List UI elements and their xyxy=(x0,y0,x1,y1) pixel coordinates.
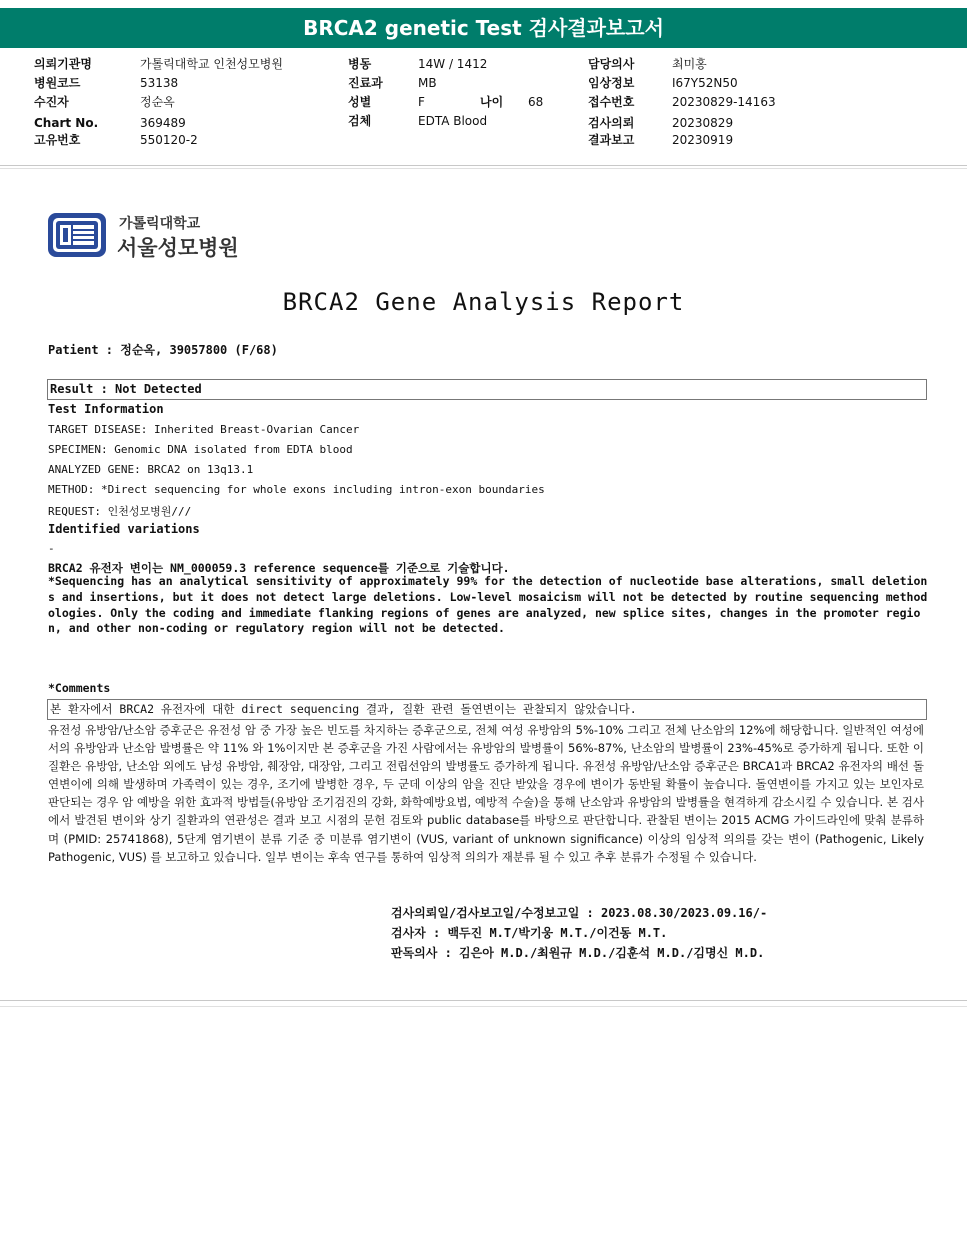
result-text: Result : Not Detected xyxy=(50,382,202,396)
request-date-value: 20230829 xyxy=(672,116,734,130)
patient-line: Patient : 정순옥, 39057800 (F/68) xyxy=(48,343,278,357)
method-line: METHOD: *Direct sequencing for whole exons including intron-exon boundaries xyxy=(48,483,545,496)
hospital-logo-emblem xyxy=(47,212,107,258)
age-label: 나이 xyxy=(480,95,504,109)
report-date-label: 결과보고 xyxy=(588,133,635,147)
patient-name-value: 정순옥 xyxy=(140,95,175,109)
header-divider xyxy=(0,165,967,166)
specimen-label: 검체 xyxy=(348,114,372,128)
identified-variations-value: - xyxy=(48,542,55,555)
physician-label: 담당의사 xyxy=(588,57,635,71)
request-line: REQUEST: 인천성모병원/// xyxy=(48,505,192,518)
comment-summary: 본 환자에서 BRCA2 유전자에 대한 direct sequencing 결과, 질환 관련 돌연변이는 관찰되지 않았습니다. xyxy=(50,702,637,716)
specimen-value: EDTA Blood xyxy=(418,114,488,128)
header-divider-shadow xyxy=(0,168,967,169)
hospital-code-label: 병원코드 xyxy=(34,76,81,90)
sex-value: F xyxy=(418,95,425,109)
reading-doctors: 판독의사 : 김은아 M.D./최원규 M.D./김훈석 M.D./김명신 M.D. xyxy=(391,946,765,960)
department-value: MB xyxy=(418,76,437,90)
department-label: 진료과 xyxy=(348,76,383,90)
target-disease: TARGET DISEASE: Inherited Breast-Ovarian Cancer xyxy=(48,423,360,436)
unique-id-value: 550120-2 xyxy=(140,133,198,147)
request-date-label: 검사의뢰 xyxy=(588,116,635,130)
hospital-code-value: 53138 xyxy=(140,76,179,90)
chart-no-label: Chart No. xyxy=(34,116,99,130)
logo-university-name: 가톨릭대학교 xyxy=(119,216,201,232)
analyzed-gene: ANALYZED GENE: BRCA2 on 13q13.1 xyxy=(48,463,254,476)
institution-label: 의뢰기관명 xyxy=(34,57,92,71)
report-date-value: 20230919 xyxy=(672,133,734,147)
reference-note: BRCA2 유전자 변이는 NM_000059.3 reference sequence를 기준으로 기술합니다. xyxy=(48,561,510,575)
footer-divider-shadow xyxy=(0,1006,967,1007)
report-header-title: BRCA2 genetic Test 검사결과보고서 xyxy=(0,8,967,48)
examiners: 검사자 : 백두진 M.T/박기웅 M.T./이건동 M.T. xyxy=(391,926,668,940)
footer-divider xyxy=(0,1000,967,1001)
logo-hospital-name: 서울성모병원 xyxy=(117,236,239,260)
identified-variations-heading: Identified variations xyxy=(48,522,200,536)
physician-value: 최미홍 xyxy=(672,57,707,71)
comment-body: 유전성 유방암/난소암 증후군은 유전성 암 중 가장 높은 빈도를 차지하는 증후군으로, 전체 여성 유방암의 5%-10% 그리고 전체 난소암의 12%에 해당합니다. 일반적인 여성에서의 유방암과 난소암 발병률은 약 11% 와 1%이지만 본 증후군을 가진 사람에서는 유방암의 발병률이 56%-87%, 난소암의 발병률이 23%-45%로 증가하게 됩니다. 또한 이 질환은 유방암, 난소암 외에도 남성 유방암, 췌장암, 대장암, 그리고 전립선암의 발병률도 증가하게 됩니다. 유전성 유방암/난소암 증후군은 BRCA1과 BRCA2 유전자의 배선 돌연변이에 의해 발생하며 가족력이 있는 경우, 조기에 발병한 경우, 두 군데 이상의 암을 진단 받았을 경우에 변이가 동반될 확률이 높습니다. 돌연변이를 가지고 있는 보인자로 판단되는 경우 암 예방을 위한 효과적 방법들(유방암 조기검진의 강화, 화학예방요법, 예방적 수술)을 통해 난소암과 유방암의 발병률을 현격하게 감소시킬 수 있습니다. 본 검사에서 발견된 변이와 상기 질환과의 연관성은 결과 보고 시점의 문헌 검토와 public database를 바탕으로 판단합니다. 관찰된 변이는 2015 ACMG 가이드라인에 맞춰 분류하며 (PMID: 25741868), 5단계 염기변이 분류 기준 중 미분류 염기변이 (VUS, variant of unknown significance) 이상의 임상적 의의를 갖는 변이 (Pathogenic, Likely Pathogenic, VUS) 를 보고하고 있습니다. 일부 변이는 후속 연구를 통하여 임상적 의의가 재분류 될 수 있고 추후 분류가 수정될 수 있습니다. xyxy=(48,723,924,864)
clinical-info-value: I67Y52N50 xyxy=(672,76,738,90)
report-dates: 검사의뢰일/검사보고일/수정보고일 : 2023.08.30/2023.09.16/- xyxy=(391,906,768,920)
comments-heading: *Comments xyxy=(48,681,111,695)
report-title: BRCA2 Gene Analysis Report xyxy=(282,288,685,316)
test-info-heading: Test Information xyxy=(48,402,164,416)
receipt-no-label: 접수번호 xyxy=(588,95,635,109)
specimen-line: SPECIMEN: Genomic DNA isolated from EDTA blood xyxy=(48,443,353,456)
patient-name-label: 수진자 xyxy=(34,95,69,109)
ward-value: 14W / 1412 xyxy=(418,57,488,71)
ward-label: 병동 xyxy=(348,57,372,71)
clinical-info-label: 임상정보 xyxy=(588,76,635,90)
sensitivity-note: *Sequencing has an analytical sensitivity of approximately 99% for the detection of nucleotide base alterations, small deletions and insertions, but it does not detect large deletions. Low-level mosaicism will not be detected by routine sequencing methodologies. Only the coding and immediate flanking regions of genes are analyzed, new splice sites, changes in the promoter region, and other non-coding or regulatory region will not be detected. xyxy=(48,574,928,636)
unique-id-label: 고유번호 xyxy=(34,133,81,147)
receipt-no-value: 20230829-14163 xyxy=(672,95,776,109)
age-value: 68 xyxy=(528,95,544,109)
chart-no-value: 369489 xyxy=(140,116,186,130)
institution-value: 가톨릭대학교 인천성모병원 xyxy=(140,57,283,71)
sex-label: 성별 xyxy=(348,95,372,109)
